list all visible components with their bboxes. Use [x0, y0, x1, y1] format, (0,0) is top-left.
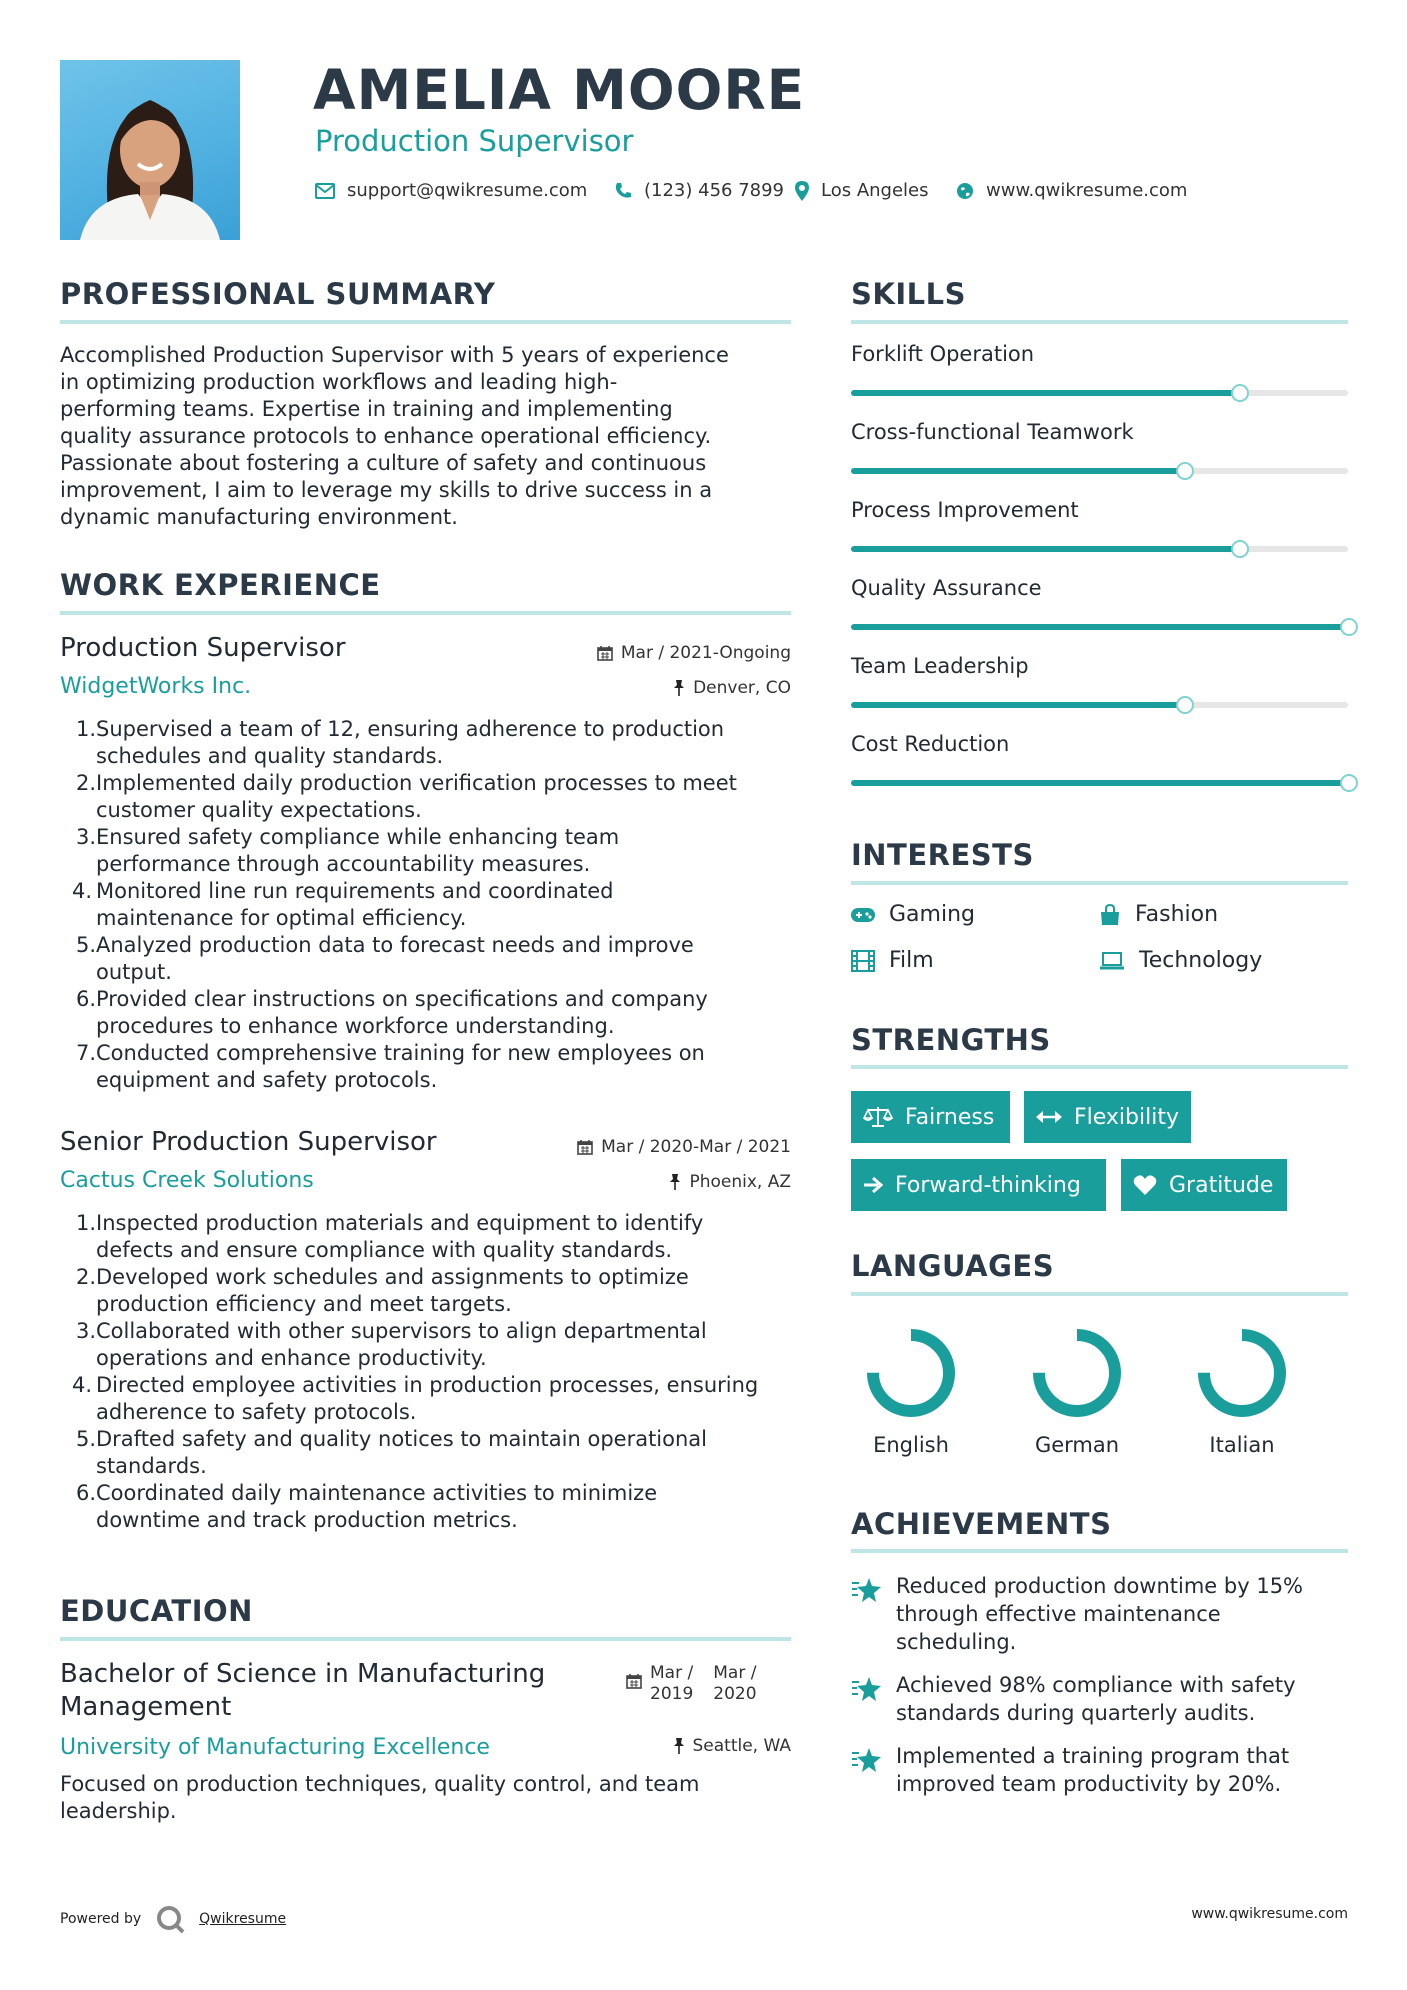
arrow-right-icon	[863, 1176, 883, 1194]
desc-line: leadership.	[60, 1799, 177, 1823]
star-badge-icon	[851, 1747, 883, 1775]
item-line: Directed employee activities in production processes, ensuring	[96, 1373, 759, 1397]
item-number: 6.	[76, 987, 97, 1011]
footer-powered-by	[60, 1904, 286, 1934]
skill-bar-knob	[1231, 384, 1249, 402]
language-label: English	[873, 1433, 949, 1457]
list-item	[78, 1264, 818, 1318]
interest-label: Film	[889, 948, 934, 973]
list-item	[78, 1480, 818, 1534]
strength-flexibility	[1024, 1091, 1191, 1143]
degree-title	[60, 1658, 545, 1724]
achievement-line: Reduced production downtime by 15%	[896, 1574, 1304, 1598]
skill-label: Quality Assurance	[851, 576, 1042, 600]
film-icon	[851, 950, 875, 972]
interest-technology	[1099, 948, 1262, 973]
experience-rule	[60, 611, 791, 615]
skill-bar-track	[851, 780, 1348, 786]
skill-label: Cost Reduction	[851, 732, 1010, 756]
gamepad-icon	[851, 907, 875, 923]
strengths-heading: STRENGTHS	[851, 1023, 1051, 1057]
footer-url[interactable]: www.qwikresume.com	[1191, 1906, 1348, 1922]
item-line: output.	[96, 960, 172, 984]
achievement-line: through effective maintenance	[896, 1602, 1221, 1626]
interests-heading: INTERESTS	[851, 838, 1034, 872]
skill-bar-knob	[1231, 540, 1249, 558]
summary-line: Passionate about fostering a culture of safety and continuous	[60, 451, 707, 475]
list-item	[78, 824, 818, 878]
item-number: 6.	[76, 1481, 97, 1505]
skills-rule	[851, 320, 1348, 324]
education-location	[541, 1736, 791, 1756]
degree-line: Bachelor of Science in Manufacturing	[60, 1659, 546, 1689]
list-item	[78, 1318, 818, 1372]
skills-heading: SKILLS	[851, 277, 966, 311]
item-line: downtime and track production metrics.	[96, 1508, 518, 1532]
achievements-heading: ACHIEVEMENTS	[851, 1507, 1112, 1541]
company-name: WidgetWorks Inc.	[60, 674, 252, 699]
item-line: Developed work schedules and assignments to optimize	[96, 1265, 689, 1289]
item-line: Analyzed production data to forecast needs and improve	[96, 933, 694, 957]
portrait-image	[60, 60, 240, 240]
globe-icon	[956, 182, 974, 200]
job-location-text: Phoenix, AZ	[689, 1172, 791, 1192]
interest-label: Gaming	[889, 902, 975, 927]
education-location-text: Seattle, WA	[692, 1736, 791, 1756]
degree-line: Management	[60, 1692, 232, 1722]
list-item	[72, 878, 818, 932]
item-line: equipment and safety protocols.	[96, 1068, 438, 1092]
summary-line: quality assurance protocols to enhance operational efficiency.	[60, 424, 712, 448]
skill-bar-knob	[1176, 696, 1194, 714]
language-ring	[841, 1318, 981, 1428]
profile-photo	[60, 60, 240, 240]
job-dates-text: Mar / 2020-Mar / 2021	[601, 1137, 791, 1157]
skill-bar-track	[851, 624, 1348, 630]
education-description	[60, 1771, 800, 1825]
education-start	[650, 1663, 693, 1705]
skill-bar-fill	[851, 468, 1184, 474]
language-label: German	[1034, 1433, 1120, 1457]
laptop-icon	[1099, 951, 1125, 971]
item-number: 1.	[76, 1211, 97, 1235]
item-line: Inspected production materials and equipment to identify	[96, 1211, 704, 1235]
skill-label: Process Improvement	[851, 498, 1079, 522]
item-number: 2.	[76, 771, 97, 795]
skill-bar-track	[851, 468, 1348, 474]
shopping-bag-icon	[1099, 904, 1121, 926]
summary-line: in optimizing production workflows and leading high-	[60, 370, 618, 394]
item-number: 2.	[76, 1265, 97, 1289]
star-badge-icon	[851, 1676, 883, 1704]
item-number: 3.	[76, 1319, 97, 1343]
skill-label: Forklift Operation	[851, 342, 1035, 366]
achievement-line: standards during quarterly audits.	[896, 1701, 1256, 1725]
calendar-icon	[597, 645, 613, 661]
item-number: 4.	[72, 879, 93, 903]
achievement-item	[896, 1671, 1356, 1727]
achievement-line: scheduling.	[896, 1630, 1017, 1654]
language-ring-arc	[1039, 1335, 1115, 1411]
item-number: 5.	[76, 933, 97, 957]
skill-bar-fill	[851, 702, 1184, 708]
job-location	[541, 1172, 791, 1192]
list-item	[78, 932, 818, 986]
language-ring	[1172, 1318, 1312, 1428]
item-line: Monitored line run requirements and coordinated	[96, 879, 614, 903]
map-marker-icon	[795, 181, 809, 201]
calendar-icon	[626, 1673, 642, 1689]
item-number: 1.	[76, 717, 97, 741]
strength-label: Fairness	[905, 1104, 995, 1130]
candidate-name: AMELIA MOORE	[313, 58, 806, 122]
item-line: standards.	[96, 1454, 207, 1478]
item-line: customer quality expectations.	[96, 798, 422, 822]
achievement-item	[896, 1572, 1356, 1656]
list-item	[72, 1372, 818, 1426]
list-item	[78, 716, 818, 770]
contact-location	[795, 180, 929, 201]
job-location	[541, 678, 791, 698]
skill-bar-fill	[851, 390, 1239, 396]
education-rule	[60, 1637, 791, 1641]
desc-line: Focused on production techniques, quality control, and team	[60, 1772, 700, 1796]
list-item	[78, 1040, 818, 1094]
item-number: 5.	[76, 1427, 97, 1451]
skill-bar-fill	[851, 780, 1348, 786]
calendar-icon	[577, 1139, 593, 1155]
skill-bar-track	[851, 546, 1348, 552]
language-ring	[1007, 1318, 1147, 1428]
school-name: University of Manufacturing Excellence	[60, 1735, 490, 1760]
phone-text: (123) 456 7899	[644, 180, 785, 201]
brand-link[interactable]: Qwikresume	[199, 1911, 287, 1927]
achievement-line: Implemented a training program that	[896, 1744, 1290, 1768]
interest-gaming	[851, 902, 975, 927]
item-line: Coordinated daily maintenance activities to minimize	[96, 1481, 658, 1505]
item-line: Drafted safety and quality notices to maintain operational	[96, 1427, 707, 1451]
item-line: Supervised a team of 12, ensuring adherence to production	[96, 717, 725, 741]
summary-line: Accomplished Production Supervisor with 5 years of experience	[60, 343, 729, 367]
item-line: Conducted comprehensive training for new employees on	[96, 1041, 705, 1065]
item-line: Implemented daily production verification processes to meet	[96, 771, 737, 795]
skill-bar-fill	[851, 624, 1348, 630]
item-line: Collaborated with other supervisors to align departmental	[96, 1319, 707, 1343]
summary-text	[60, 342, 800, 531]
summary-heading: PROFESSIONAL SUMMARY	[60, 277, 496, 311]
strength-label: Forward-thinking	[895, 1172, 1081, 1198]
summary-line: dynamic manufacturing environment.	[60, 505, 458, 529]
strength-label: Flexibility	[1074, 1104, 1179, 1130]
skill-bar-fill	[851, 546, 1239, 552]
start-year: 2019	[650, 1684, 694, 1704]
contact-website[interactable]	[956, 180, 1187, 201]
job-location-text: Denver, CO	[693, 678, 791, 698]
skill-label: Team Leadership	[851, 654, 1029, 678]
pushpin-icon	[673, 680, 685, 696]
heart-icon	[1133, 1174, 1157, 1196]
item-line: operations and enhance productivity.	[96, 1346, 487, 1370]
contact-email[interactable]	[315, 180, 587, 201]
language-ring-arc	[873, 1335, 949, 1411]
experience-heading: WORK EXPERIENCE	[60, 568, 381, 602]
company-name: Cactus Creek Solutions	[60, 1168, 314, 1193]
item-line: Provided clear instructions on specifications and company	[96, 987, 708, 1011]
item-number: 3.	[76, 825, 97, 849]
strength-forward-thinking	[851, 1159, 1106, 1211]
summary-rule	[60, 320, 791, 324]
achievements-rule	[851, 1549, 1348, 1553]
skill-bar-track	[851, 702, 1348, 708]
arrows-horizontal-icon	[1036, 1110, 1062, 1124]
item-number: 4.	[72, 1373, 93, 1397]
item-line: adherence to safety protocols.	[96, 1400, 417, 1424]
envelope-icon	[315, 183, 335, 199]
item-line: performance through accountability measures.	[96, 852, 591, 876]
languages-rule	[851, 1292, 1348, 1296]
education-heading: EDUCATION	[60, 1594, 253, 1628]
skill-label: Cross-functional Teamwork	[851, 420, 1134, 444]
item-number: 7.	[76, 1041, 97, 1065]
location-text: Los Angeles	[821, 180, 929, 201]
interest-film	[851, 948, 934, 973]
interest-label: Fashion	[1135, 902, 1219, 927]
pushpin-icon	[669, 1174, 681, 1190]
language-ring-arc	[1204, 1335, 1280, 1411]
achievement-line: Achieved 98% compliance with safety	[896, 1673, 1296, 1697]
strength-label: Gratitude	[1169, 1172, 1274, 1198]
star-badge-icon	[851, 1577, 883, 1605]
job-dates-text: Mar / 2021-Ongoing	[620, 643, 791, 663]
job-title: Senior Production Supervisor	[60, 1127, 437, 1157]
list-item	[78, 770, 818, 824]
email-text: support@qwikresume.com	[347, 180, 588, 201]
skill-bar-knob	[1340, 774, 1358, 792]
end-year: 2020	[713, 1684, 757, 1704]
job-title: Production Supervisor	[60, 633, 346, 663]
list-item	[78, 1426, 818, 1480]
job-dates	[521, 1137, 791, 1157]
education-dates	[626, 1663, 757, 1705]
website-text: www.qwikresume.com	[986, 180, 1188, 201]
job-responsibilities	[60, 716, 818, 1094]
job-responsibilities	[60, 1210, 818, 1534]
language-label: Italian	[1209, 1433, 1275, 1457]
candidate-title: Production Supervisor	[315, 124, 634, 158]
interest-label: Technology	[1139, 948, 1263, 973]
interest-fashion	[1099, 902, 1218, 927]
education-end	[713, 1663, 756, 1705]
strength-gratitude	[1121, 1159, 1287, 1211]
strength-fairness	[851, 1091, 1010, 1143]
skill-bar-knob	[1340, 618, 1358, 636]
interests-rule	[851, 881, 1348, 885]
powered-by-text: Powered by	[60, 1911, 142, 1927]
item-line: Ensured safety compliance while enhancing team	[96, 825, 620, 849]
skill-bar-knob	[1176, 462, 1194, 480]
strengths-rule	[851, 1065, 1348, 1069]
phone-icon	[614, 182, 632, 200]
item-line: production efficiency and meet targets.	[96, 1292, 512, 1316]
achievement-line: improved team productivity by 20%.	[896, 1772, 1282, 1796]
achievement-item	[896, 1742, 1356, 1798]
languages-heading: LANGUAGES	[851, 1249, 1055, 1283]
job-dates	[541, 643, 791, 663]
item-line: procedures to enhance workforce understanding.	[96, 1014, 615, 1038]
qwikresume-logo-icon	[155, 1904, 187, 1934]
start-month: Mar /	[650, 1663, 694, 1683]
item-line: maintenance for optimal efficiency.	[96, 906, 467, 930]
list-item	[78, 986, 818, 1040]
end-month: Mar /	[713, 1663, 757, 1683]
summary-line: performing teams. Expertise in training and implementing	[60, 397, 673, 421]
list-item	[78, 1210, 818, 1264]
skill-bar-track	[851, 390, 1348, 396]
pushpin-icon	[673, 1738, 685, 1754]
contact-phone[interactable]	[614, 180, 784, 201]
item-line: schedules and quality standards.	[96, 744, 444, 768]
summary-line: improvement, I aim to leverage my skills to drive success in a	[60, 478, 713, 502]
item-line: defects and ensure compliance with quality standards.	[96, 1238, 673, 1262]
balance-scale-icon	[863, 1106, 893, 1128]
